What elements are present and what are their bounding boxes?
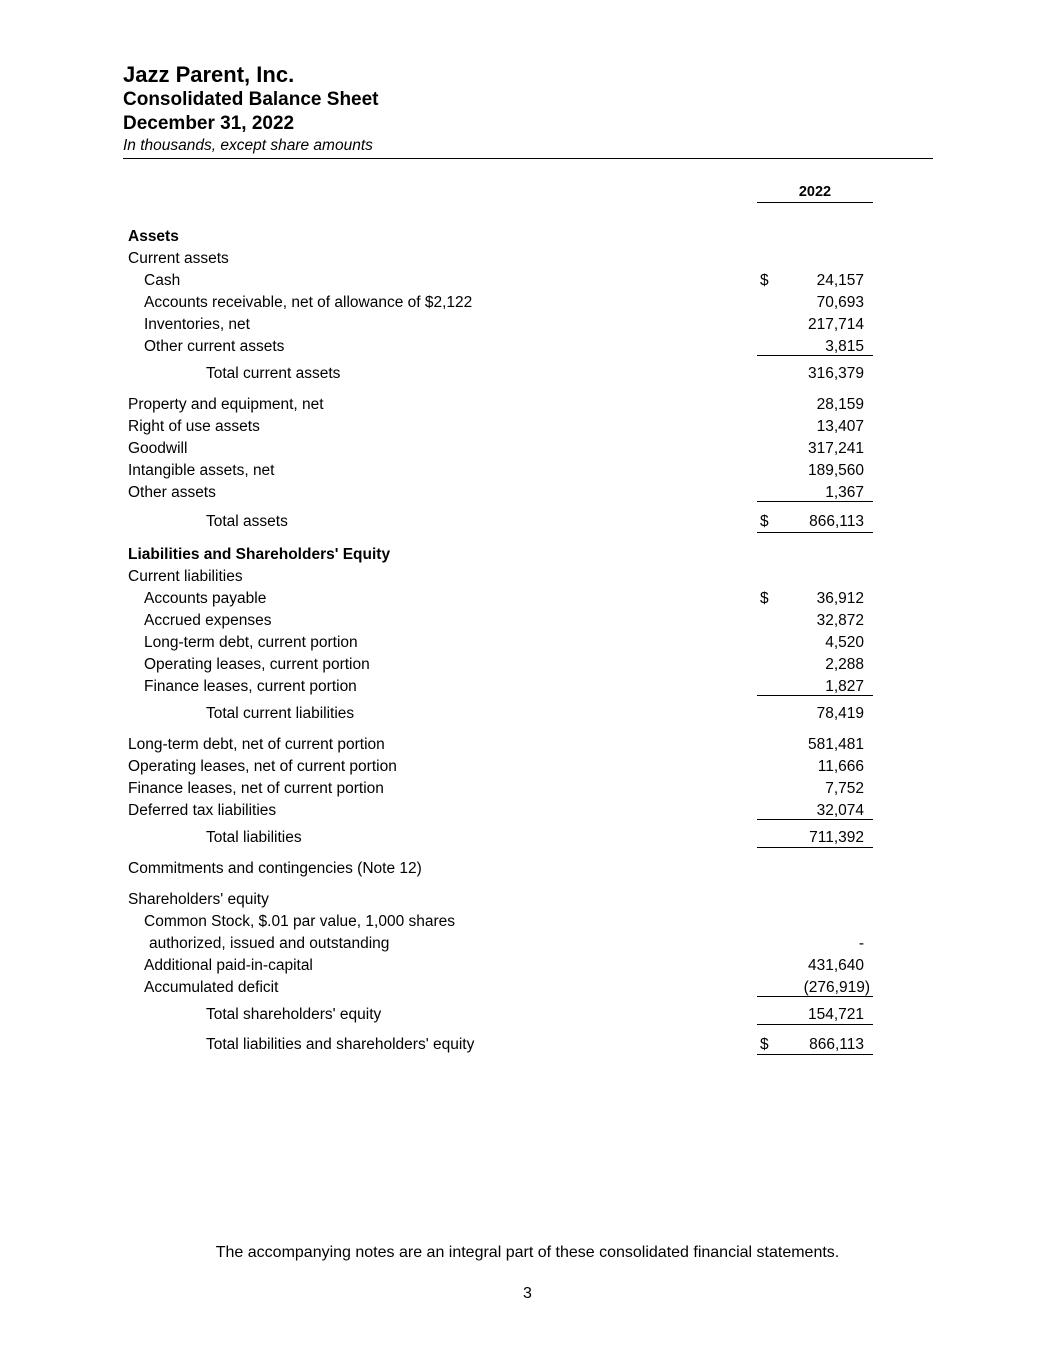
line-item-finance-leases-noncurrent [0, 778, 1055, 800]
statement-date: December 31, 2022 [123, 113, 295, 134]
line-item-amount: 24,157 [816, 272, 864, 289]
subtotal-underline [757, 355, 873, 356]
line-item-operating-leases-current [0, 654, 1055, 676]
subsection-label: Shareholders' equity [128, 891, 269, 908]
section-label: Assets [128, 228, 179, 245]
line-item-total-equity [0, 1004, 1055, 1026]
line-item-label: Total assets [206, 513, 288, 530]
line-item-other-current-assets [0, 336, 1055, 358]
equity-section-heading [0, 889, 1055, 911]
line-item-cash [0, 270, 1055, 292]
line-item-apic [0, 955, 1055, 977]
line-item-deferred-tax [0, 800, 1055, 822]
assets-section-heading [0, 226, 1055, 248]
line-item-label: Additional paid-in-capital [144, 957, 313, 974]
line-item-label: Cash [144, 272, 181, 289]
liabilities-section-heading [0, 544, 1055, 566]
current-assets-heading [0, 248, 1055, 270]
subtotal-underline [757, 847, 873, 848]
line-item-goodwill [0, 438, 1055, 460]
line-item-amount: 3,815 [825, 338, 864, 355]
line-item-label: Accounts receivable, net of allowance of $2,122 [144, 294, 473, 311]
column-header-year: 2022 [757, 184, 873, 203]
statement-header [123, 62, 933, 156]
total-underline [757, 532, 873, 533]
dollar-sign: $ [760, 272, 769, 289]
line-item-label: Intangible assets, net [128, 462, 275, 479]
line-item-amount: 78,419 [816, 705, 864, 722]
line-item-amount: 32,872 [816, 612, 864, 629]
line-item-amount: 1,827 [825, 678, 864, 695]
subtotal-underline [757, 501, 873, 502]
line-item-accrued-expenses [0, 610, 1055, 632]
line-item-label: Accumulated deficit [144, 979, 279, 996]
line-item-total-current-liabilities [0, 703, 1055, 725]
line-item-amount: 317,241 [807, 440, 864, 457]
line-item-label: Finance leases, net of current portion [128, 780, 384, 797]
line-item-amount: 2,288 [825, 656, 864, 673]
line-item-label: Commitments and contingencies (Note 12) [128, 860, 422, 877]
subsection-label: Current liabilities [128, 568, 243, 585]
line-item-label: Total liabilities and shareholders' equity [206, 1036, 475, 1053]
line-item-total-liabilities-equity [0, 1034, 1055, 1056]
line-item-label: Common Stock, $.01 par value, 1,000 shares [144, 913, 456, 930]
line-item-label: Accrued expenses [144, 612, 272, 629]
line-item-label: Total shareholders' equity [206, 1006, 382, 1023]
line-item-amount: 11,666 [817, 758, 864, 775]
line-item-label: Operating leases, net of current portion [128, 758, 397, 775]
line-item-amount: 431,640 [807, 957, 864, 974]
company-name: Jazz Parent, Inc. [123, 62, 295, 87]
total-underline [757, 1054, 873, 1055]
subsection-label: Current assets [128, 250, 229, 267]
line-item-accumulated-deficit [0, 977, 1055, 999]
statement-title: Consolidated Balance Sheet [123, 89, 379, 110]
line-item-label: Accounts payable [144, 590, 267, 607]
dollar-sign: $ [760, 590, 769, 607]
line-item-label: Finance leases, current portion [144, 678, 357, 695]
line-item-label: Total current liabilities [206, 705, 355, 722]
line-item-amount: - [858, 935, 864, 952]
units-note: In thousands, except share amounts [123, 137, 373, 154]
line-item-amount: 154,721 [807, 1006, 864, 1023]
line-item-accounts-payable [0, 588, 1055, 610]
line-item-label: Long-term debt, net of current portion [128, 736, 385, 753]
line-item-finance-leases-current [0, 676, 1055, 698]
subtotal-underline [757, 1024, 873, 1025]
line-item-amount: 70,693 [816, 294, 864, 311]
header-divider [123, 158, 933, 159]
line-item-label: Inventories, net [144, 316, 250, 333]
line-item-amount: 13,407 [816, 418, 864, 435]
line-item-common-stock-line1 [0, 911, 1055, 933]
subtotal-underline [757, 695, 873, 696]
footer-note: The accompanying notes are an integral part of these consolidated financial statements. [215, 1244, 840, 1261]
line-item-ltd-current [0, 632, 1055, 654]
line-item-amount: (276,919) [803, 979, 870, 996]
line-item-label: Other assets [128, 484, 216, 501]
dollar-sign: $ [760, 1036, 769, 1053]
line-item-amount: 4,520 [825, 634, 864, 651]
line-item-label: Operating leases, current portion [144, 656, 370, 673]
line-item-amount: 32,074 [816, 802, 864, 819]
line-item-label: Total liabilities [206, 829, 302, 846]
line-item-property-equipment [0, 394, 1055, 416]
line-item-label: Goodwill [128, 440, 188, 457]
line-item-operating-leases-noncurrent [0, 756, 1055, 778]
current-liabilities-heading [0, 566, 1055, 588]
line-item-amount: 866,113 [809, 513, 864, 530]
line-item-ltd-noncurrent [0, 734, 1055, 756]
line-item-label: Long-term debt, current portion [144, 634, 358, 651]
section-label: Liabilities and Shareholders' Equity [128, 546, 391, 563]
line-item-right-of-use-assets [0, 416, 1055, 438]
line-item-label: Total current assets [206, 365, 341, 382]
line-item-label: Other current assets [144, 338, 285, 355]
line-item-amount: 28,159 [816, 396, 864, 413]
subtotal-underline [757, 819, 873, 820]
line-item-amount: 1,367 [825, 484, 864, 501]
line-item-label: Right of use assets [128, 418, 260, 435]
line-item-total-current-assets [0, 363, 1055, 385]
line-item-accounts-receivable [0, 292, 1055, 314]
dollar-sign: $ [760, 513, 769, 530]
line-item-common-stock-line2 [0, 933, 1055, 955]
line-item-other-assets [0, 482, 1055, 504]
subtotal-underline [757, 996, 873, 997]
line-item-label: authorized, issued and outstanding [149, 935, 390, 952]
line-item-label: Deferred tax liabilities [128, 802, 277, 819]
line-item-amount: 7,752 [825, 780, 864, 797]
line-item-amount: 217,714 [807, 316, 864, 333]
line-item-total-assets [0, 511, 1055, 533]
line-item-amount: 189,560 [807, 462, 864, 479]
page-number: 3 [523, 1285, 532, 1302]
line-item-intangible-assets [0, 460, 1055, 482]
line-item-amount: 36,912 [816, 590, 864, 607]
line-item-amount: 866,113 [809, 1036, 864, 1053]
line-item-label: Property and equipment, net [128, 396, 324, 413]
line-item-commitments [0, 858, 1055, 880]
line-item-amount: 581,481 [807, 736, 864, 753]
line-item-inventories [0, 314, 1055, 336]
line-item-total-liabilities [0, 827, 1055, 849]
line-item-amount: 316,379 [807, 365, 864, 382]
line-item-amount: 711,392 [809, 829, 864, 846]
